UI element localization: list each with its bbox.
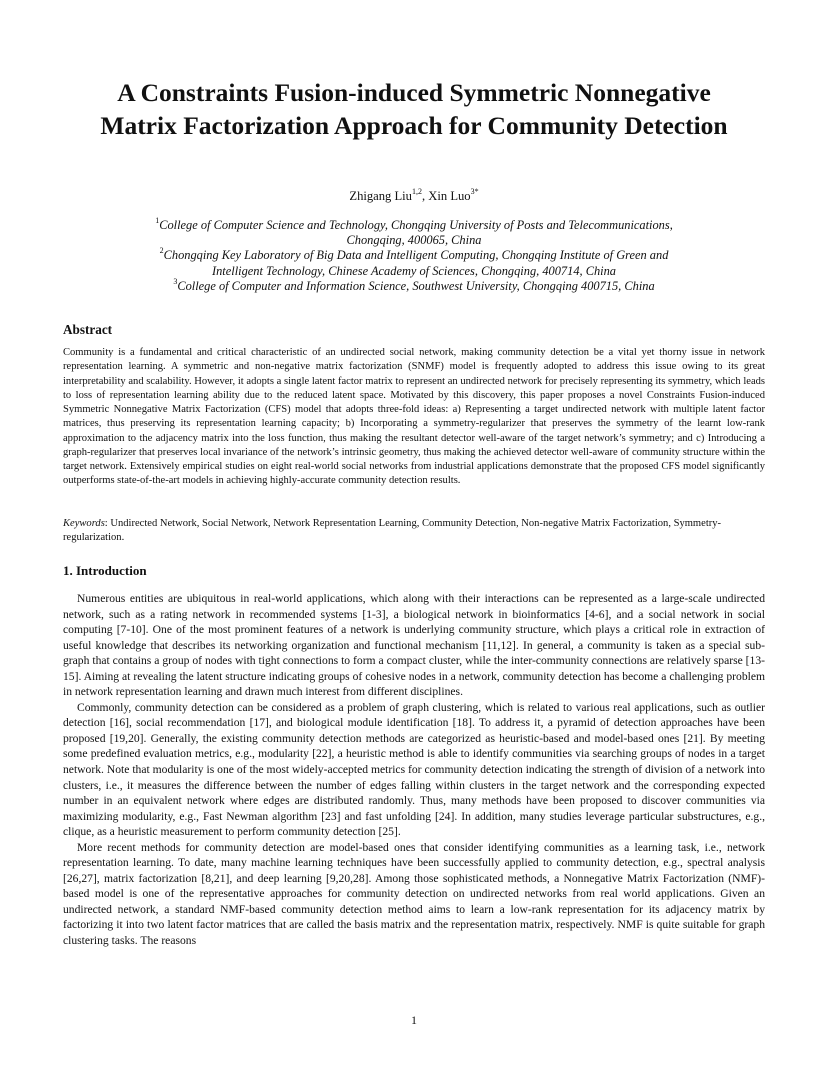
- affiliation-2: [40, 248, 788, 263]
- affiliation-marker: 3: [173, 276, 178, 286]
- affiliation-3: [40, 276, 788, 294]
- paper-title: [40, 76, 788, 142]
- affiliation-marker: 2: [159, 246, 164, 256]
- abstract-text: Community is a fundamental and critical characteristic of an undirected social network, making community detection be a vital yet thorny issue in network representation learning. A symmetric and non-negative matrix factorization (SNMF) model is frequently adopted to address this issue owing to its great interpretability and scalability. However, it adopts a single latent factor matrix to represent an undirected network for precisely representing its symmetry, which leads to loss of representation learning ability due to the reduced latent space. Motivated by this discovery, this paper proposes a novel Constraints Fusion-induced Symmetric Nonnegative Matrix Factorization (CFS) model that adopts three-fold ideas: a) Representing a target undirected network with multiple latent factor matrices, thus preserving its representation learning capacity; b) Incorporating a symmetry-regularizer that preserves the symmetry of the learnt low-rank approximation to the adjacency matrix into the loss function, thus making the resultant detector well-aware of the target network’s symmetry; and c) Introducing a graph-regularizer that preserves local invariance of the network’s intrinsic geometry, thus making the achieved detector well-aware of community structure within the target network. Extensively empirical studies on eight real-world social networks from industrial applications demonstrate that the proposed CFS model significantly outperforms state-of-the-art models in achieving highly-accurate community detection results.: [63, 347, 765, 487]
- affiliation-marker: 1: [155, 215, 160, 225]
- author-separator: ,: [421, 189, 429, 203]
- affiliation-2-cont: Intelligent Technology, Chinese Academy of Sciences, Chongqing, 400714, China: [211, 263, 616, 278]
- body-paragraph: Commonly, community detection can be considered as a problem of graph clustering, which is related to various real applications, such as outlier detection [16], social recommendation [17], and biological module identification [18]. To address it, a pyramid of detection approaches have been proposed [19,20]. Generally, the existing community detection methods are categorized as heuristic-based and model-based ones [21]. By meeting some predefined evaluation metrics, e.g., modularity [22], a heuristic method is able to identify communities via searching groups of nodes in a target network. Note that modularity is one of the most widely-accepted metrics for community detection indicating the strength of division of a network into clusters, i.e., it measures the difference between the number of edges falling within clusters in the target network and the corresponding expected number in an equivalent network where edges are distributed randomly. Thus, many methods have been proposed to discover communities via maximizing modularity, e.g., Fast Newman algorithm [23] and fast unfolding [24]. In addition, many studies leverage particular substructures, e.g., clique, as a heuristic measurement to perform community detection [25].: [63, 700, 765, 839]
- title-line-2: Matrix Factorization Approach for Community Detection: [100, 111, 728, 140]
- body-paragraph: More recent methods for community detection are model-based ones that consider identifying communities as a learning task, i.e., network representation learning. To date, many machine learning techniques have been successfully applied to community detection, e.g., spectral analysis [26,27], matrix factorization [8,21], and deep learning [9,20,28]. Among those sophisticated methods, a Nonnegative Matrix Factorization (NMF)-based model is one of the representative approaches for community detection on undirected networks from real world applications. Given an undirected network, a standard NMF-based community detection method aims to learn a low-rank representation for its adjacency matrix by factorizing it into two latent factor matrices that are called the basis matrix and the representation matrix, respectively. NMF is quite suitable for graph clustering tasks. The reasons: [63, 840, 765, 948]
- author-affiliation-marker: 3*: [470, 186, 479, 196]
- affiliation-text: College of Computer Science and Technology, Chongqing University of Posts and Telecommunications,: [159, 218, 673, 232]
- affiliation-1-cont: Chongqing, 400065, China: [346, 233, 482, 248]
- keywords: [63, 517, 765, 546]
- author-name: Zhigang Liu: [349, 189, 412, 203]
- keywords-text: : Undirected Network, Social Network, Network Representation Learning, Community Detection, Non-negative Matrix Factorization, Symmetry-regularization.: [63, 518, 722, 544]
- author-name: Xin Luo: [428, 189, 471, 203]
- affiliation-list: [40, 215, 788, 294]
- author-list: [0, 188, 828, 204]
- introduction-body: [63, 591, 765, 949]
- title-line-1: A Constraints Fusion-induced Symmetric Nonnegative: [117, 78, 711, 107]
- affiliation-1: [40, 215, 788, 233]
- author-affiliation-marker: 1,2: [411, 186, 422, 196]
- abstract-heading: Abstract: [63, 322, 113, 337]
- section-heading-introduction: 1. Introduction: [63, 563, 147, 578]
- affiliation-text: Chongqing Key Laboratory of Big Data and Intelligent Computing, Chongqing Institute of Green and: [163, 248, 669, 263]
- affiliation-text: College of Computer and Information Science, Southwest University, Chongqing 400715, China: [177, 278, 655, 293]
- page-number: 1: [411, 1013, 417, 1027]
- keywords-label: Keywords: [63, 518, 105, 529]
- body-paragraph: Numerous entities are ubiquitous in real-world applications, which along with their interactions can be represented as a large-scale undirected network, such as a rating network in recommended systems [1-3], a biological network in bioinformatics [4-6], and a social network in social computing [7-10]. One of the most prominent features of a network is underlying community structure, which plays a critical role in extraction of useful knowledge that describes its networking organization and functional mechanism [11,12]. In general, a community is taken as a special sub-graph that contains a group of nodes with tight connections to form a compact cluster, while the inter-community connections are relatively sparse [13-15]. Aiming at revealing the latent structure indicating groups of cohesive nodes in a network, community detection has become a challenging problem in network representation learning and drawn much interest from different disciplines.: [63, 592, 765, 699]
